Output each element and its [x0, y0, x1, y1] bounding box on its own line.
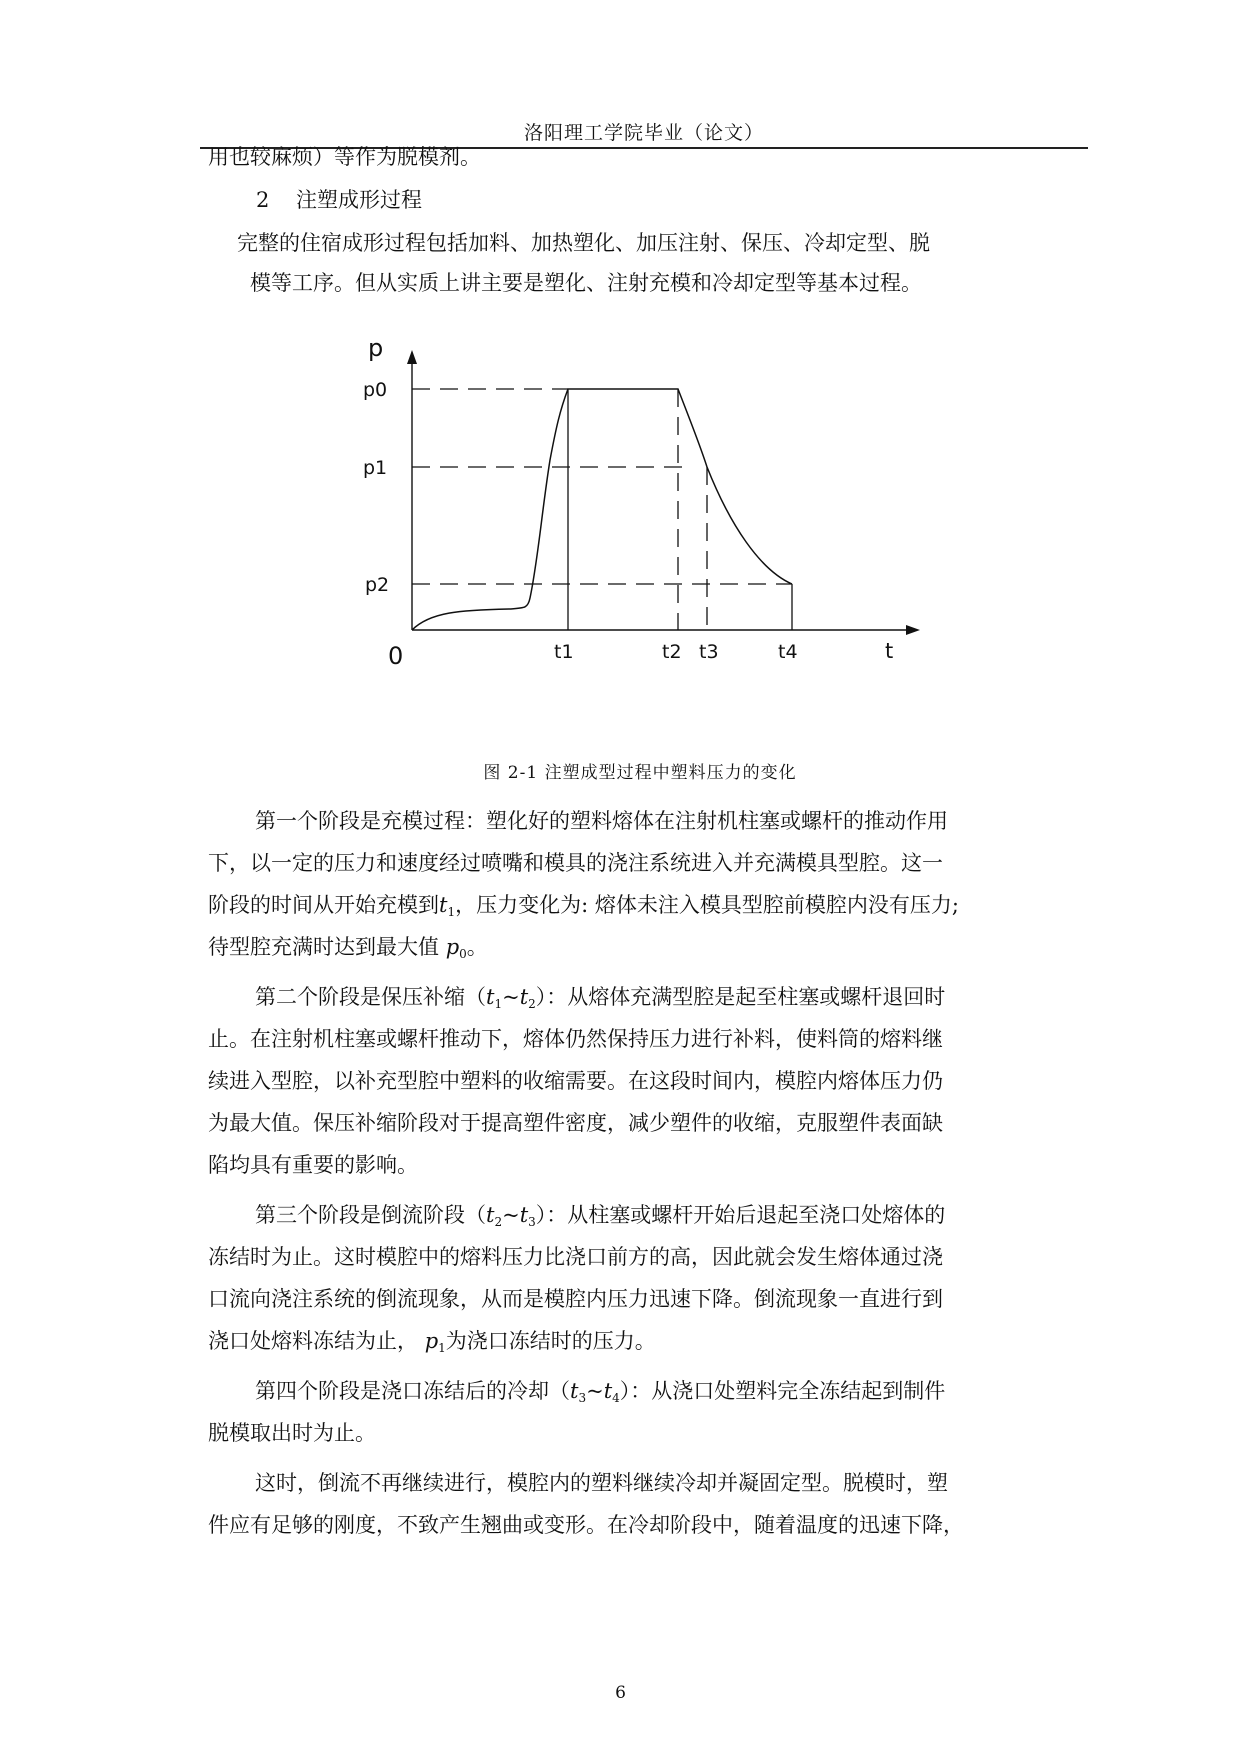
math-subscript: 1 — [494, 997, 503, 1011]
math-symbol: t — [486, 1203, 495, 1227]
pressure-curve — [412, 389, 792, 630]
text-run: ，压力变化为: 熔体未注入模具型腔前模腔内没有压力; — [455, 893, 959, 917]
math-subscript: 2 — [494, 1215, 503, 1229]
tilde: ~ — [502, 1203, 520, 1227]
math-symbol: p — [445, 935, 460, 959]
figure-caption: 图 2-1 注塑成型过程中塑料压力的变化 — [483, 763, 797, 783]
text-run: ）：从浇口处塑料完全冻结起到制件 — [619, 1379, 946, 1403]
tilde: ~ — [502, 985, 520, 1009]
y-tick-p0: p0 — [363, 379, 388, 401]
math-subscript: 3 — [528, 1215, 536, 1229]
paragraph-line — [255, 1376, 1088, 1413]
y-tick-p2: p2 — [365, 574, 390, 596]
paragraph-line: 第一个阶段是充模过程：塑化好的塑料熔体在注射机柱塞或螺杆的推动作用 — [255, 809, 948, 833]
page-header-title: 洛阳理工学院毕业（论文） — [523, 122, 764, 144]
math-subscript: 2 — [528, 997, 536, 1011]
text-run: 待型腔充满时达到最大值 — [208, 935, 439, 959]
paragraph-line — [255, 1200, 1088, 1237]
section-heading: 2 注塑成形过程 — [256, 188, 423, 212]
text-run: ）：从柱塞或螺杆开始后退起至浇口处熔体的 — [535, 1203, 946, 1227]
x-tick-t1: t1 — [554, 641, 574, 663]
text-run: 浇口处熔料冻结为止， — [208, 1329, 418, 1353]
origin-label: 0 — [388, 642, 404, 670]
y-axis-arrow — [407, 350, 417, 364]
text-run: ）：从熔体充满型腔是起至柱塞或螺杆退回时 — [535, 985, 946, 1009]
text-run: 。 — [466, 935, 488, 959]
math-symbol: t — [519, 985, 529, 1009]
paragraph-line: 止。在注射机柱塞或螺杆推动下，熔体仍然保持压力进行补料，使料筒的熔料继 — [208, 1027, 943, 1051]
paragraph-line — [208, 890, 1088, 927]
paragraph-line: 续进入型腔，以补充型腔中塑料的收缩需要。在这段时间内，模腔内熔体压力仍 — [208, 1069, 943, 1093]
paragraph-line: 为最大值。保压补缩阶段对于提高塑件密度，减少塑件的收缩，克服塑件表面缺 — [208, 1111, 943, 1135]
math-subscript: 3 — [578, 1391, 587, 1405]
math-subscript: 1 — [447, 905, 456, 919]
text-run: 阶段的时间从开始充模到 — [208, 893, 439, 917]
math-symbol: t — [486, 985, 495, 1009]
paragraph-line: 用也较麻烦）等作为脱模剂。 — [208, 145, 481, 169]
paragraph-line: 陷均具有重要的影响。 — [208, 1153, 418, 1177]
math-symbol: p — [424, 1329, 439, 1353]
paragraph-line: 脱模取出时为止。 — [208, 1421, 376, 1445]
paragraph-line: 口流向浇注系统的倒流现象，从而是模腔内压力迅速下降。倒流现象一直进行到 — [208, 1287, 943, 1311]
x-axis-label: t — [885, 639, 894, 663]
math-subscript: 0 — [459, 947, 467, 961]
math-symbol: t — [439, 893, 448, 917]
paragraph-line: 模等工序。但从实质上讲主要是塑化、注射充模和冷却定型等基本过程。 — [250, 271, 922, 295]
pressure-curve-diagram — [360, 340, 960, 750]
y-tick-p1: p1 — [363, 457, 388, 479]
pressure-time-figure — [360, 340, 960, 750]
paragraph-line: 冻结时为止。这时模腔中的熔料压力比浇口前方的高，因此就会发生熔体通过浇 — [208, 1245, 943, 1269]
math-subscript: 1 — [438, 1341, 446, 1355]
math-symbol: t — [519, 1203, 529, 1227]
x-tick-t4: t4 — [778, 641, 798, 663]
y-axis-label: p — [368, 340, 384, 362]
paragraph-line — [255, 982, 1088, 1019]
paragraph-line: 完整的住宿成形过程包括加料、加热塑化、加压注射、保压、冷却定型、脱 — [237, 231, 930, 255]
paragraph-line: 这时，倒流不再继续进行，模腔内的塑料继续冷却并凝固定型。脱模时，塑 — [255, 1471, 948, 1495]
x-tick-t2: t2 — [662, 641, 682, 663]
math-symbol: t — [570, 1379, 579, 1403]
paragraph-line — [208, 1326, 1088, 1363]
math-subscript: 4 — [612, 1391, 620, 1405]
text-run: 第二个阶段是保压补缩（ — [255, 985, 486, 1009]
text-run: 第四个阶段是浇口冻结后的冷却（ — [255, 1379, 570, 1403]
paragraph-line: 件应有足够的刚度，不致产生翘曲或变形。在冷却阶段中，随着温度的迅速下降， — [208, 1513, 964, 1537]
math-symbol: t — [603, 1379, 613, 1403]
x-tick-t3: t3 — [699, 641, 719, 663]
page-number: 6 — [615, 1683, 626, 1703]
text-run: 为浇口冻结时的压力。 — [445, 1329, 656, 1353]
tilde: ~ — [586, 1379, 604, 1403]
paragraph-line: 下，以一定的压力和速度经过喷嘴和模具的浇注系统进入并充满模具型腔。这一 — [208, 851, 943, 875]
text-run: 第三个阶段是倒流阶段（ — [255, 1203, 486, 1227]
paragraph-line — [208, 932, 1088, 969]
x-axis-arrow — [906, 625, 920, 635]
